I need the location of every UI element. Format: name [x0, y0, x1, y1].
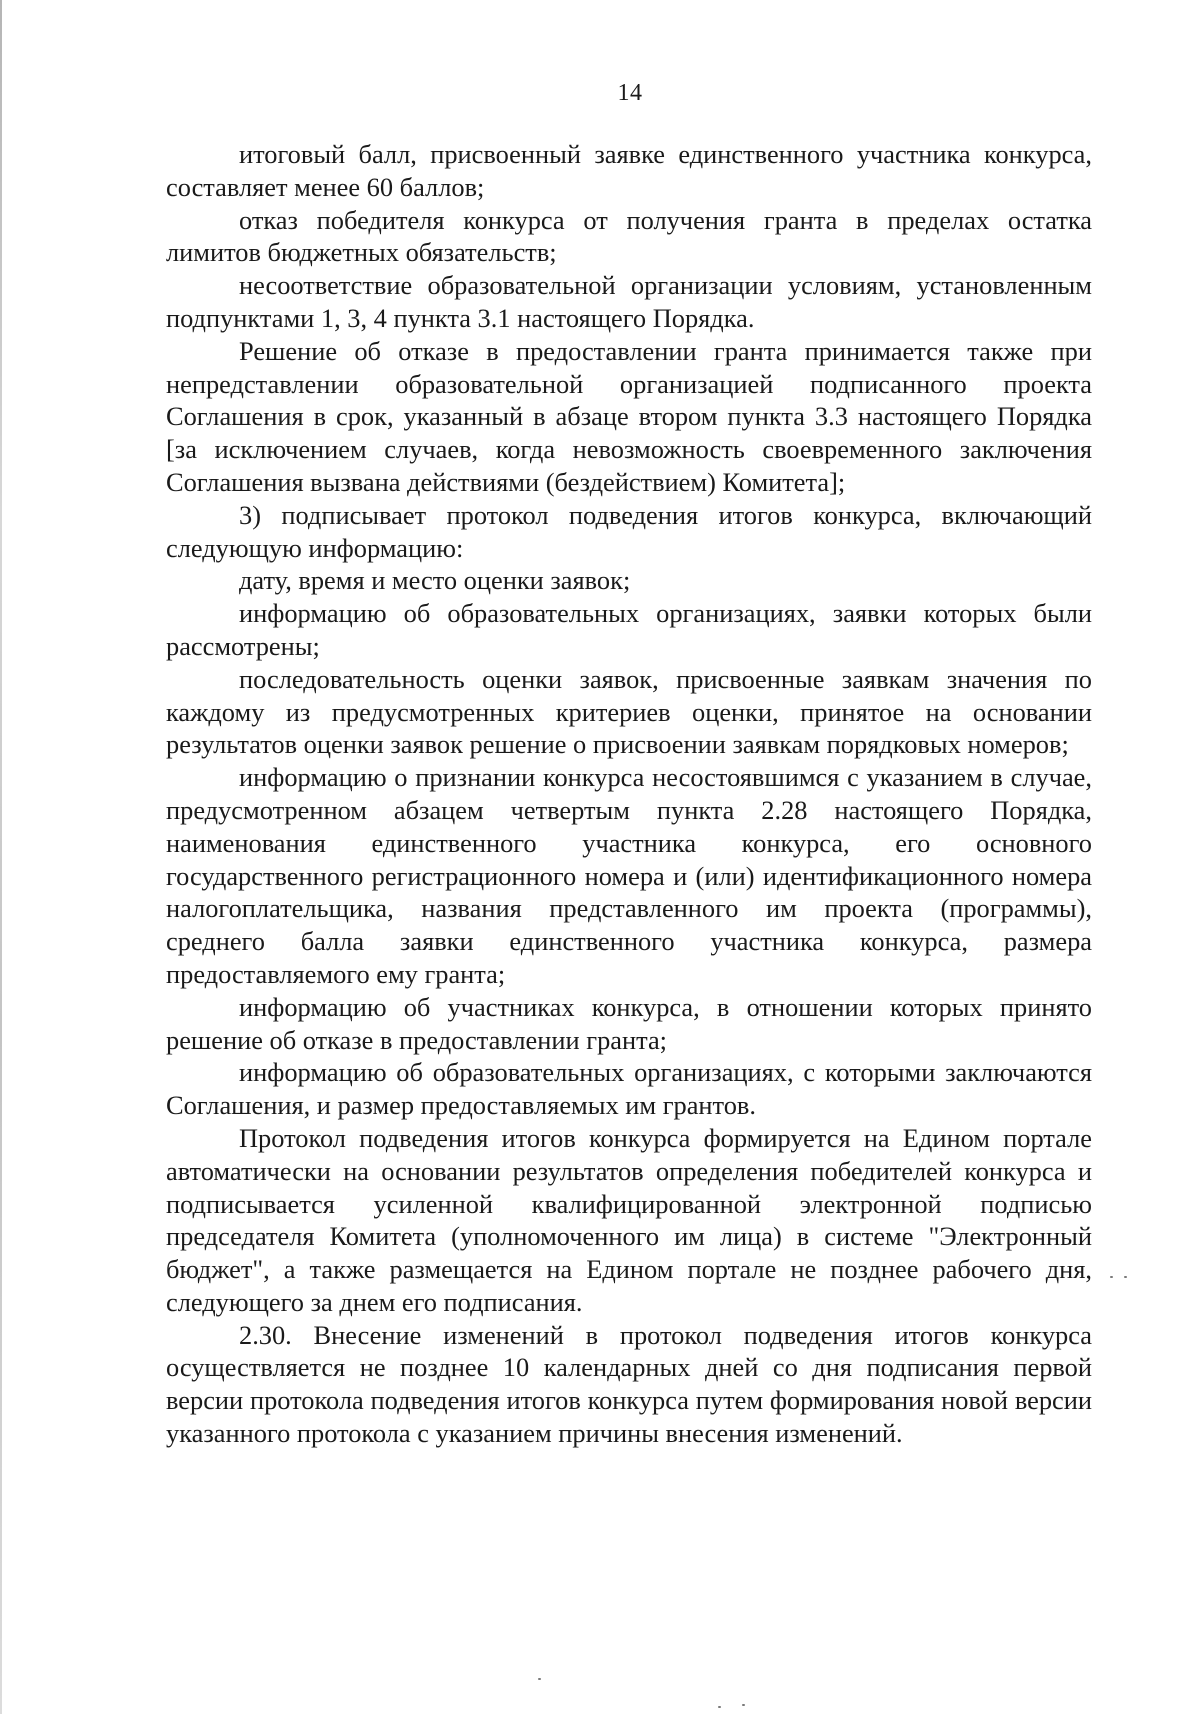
paragraph-6: дату, время и место оценки заявок; [239, 565, 631, 596]
page-number: 14 [617, 80, 643, 106]
paragraph-11: информацию об образовательных организациях, с которыми заключаются Соглашения, и размер предоставляемых им грантов. [166, 1057, 1092, 1121]
document-body [166, 138, 1092, 1450]
paragraph-12: Протокол подведения итогов конкурса формируется на Едином портале автоматически на основании результатов определения победителей конкурса и подписывается усиленной квалифицированной электронной подписью председателя Комитета (уполномоченного им лица) в системе "Электронный бюджет", а также размещается на Едином портале не позднее рабочего дня, следующего за днем его подписания. [166, 1122, 1092, 1317]
paragraph-9: информацию о признании конкурса несостоявшимся с указанием в случае, предусмотренном абзацем четвертым пункта 2.28 настоящего Порядка, наименования единственного участника конкурса, его основного государственного регистрационного номера и (или) идентификационного номера налогоплательщика, названия представленного им проекта (программы), среднего балла заявки единственного участника конкурса, размера предоставляемого ему гранта; [166, 762, 1092, 989]
scan-speck [538, 1678, 541, 1680]
paragraph-3: несоответствие образовательной организации условиям, установленным подпунктами 1, 3, 4 пункта 3.1 настоящего Порядка. [166, 270, 1092, 333]
paragraph-2: отказ победителя конкурса от получения гранта в пределах остатка лимитов бюджетных обязательств; [166, 204, 1092, 268]
paragraph-1: итоговый балл, присвоенный заявке единственного участника конкурса, составляет менее 60 баллов; [166, 139, 1092, 202]
paragraph-4: Решение об отказе в предоставлении гранта принимается также при непредставлении образовательной организацией подписанного проекта Соглашения в срок, указанный в абзаце втором пункта 3.3 настоящего Порядка [за исключением случаев, когда невозможность своевременного заключения Соглашения вызвана действиями (бездействием) Комитета]; [166, 335, 1092, 497]
paragraph-8: последовательность оценки заявок, присвоенные заявкам значения по каждому из предусмотренных критериев оценки, принятое на основании результатов оценки заявок решение о присвоении заявкам порядковых номеров; [166, 663, 1092, 760]
scan-speck [742, 1704, 745, 1706]
paragraph-5: 3) подписывает протокол подведения итогов конкурса, включающий следующую информацию: [166, 499, 1092, 563]
scan-speck [1110, 1276, 1113, 1278]
paragraph-13: 2.30. Внесение изменений в протокол подведения итогов конкурса осуществляется не позднее 10 календарных дней со дня подписания первой версии протокола подведения итогов конкурса путем формирования новой версии указанного протокола с указанием причины внесения изменений. [166, 1319, 1092, 1449]
scan-speck [718, 1706, 721, 1708]
scan-edge-shadow [0, 0, 2, 1714]
paragraph-10: информацию об участниках конкурса, в отношении которых принято решение об отказе в предоставлении гранта; [166, 991, 1092, 1055]
scan-speck [1124, 1276, 1127, 1278]
paragraph-7: информацию об образовательных организациях, заявки которых были рассмотрены; [166, 598, 1092, 661]
